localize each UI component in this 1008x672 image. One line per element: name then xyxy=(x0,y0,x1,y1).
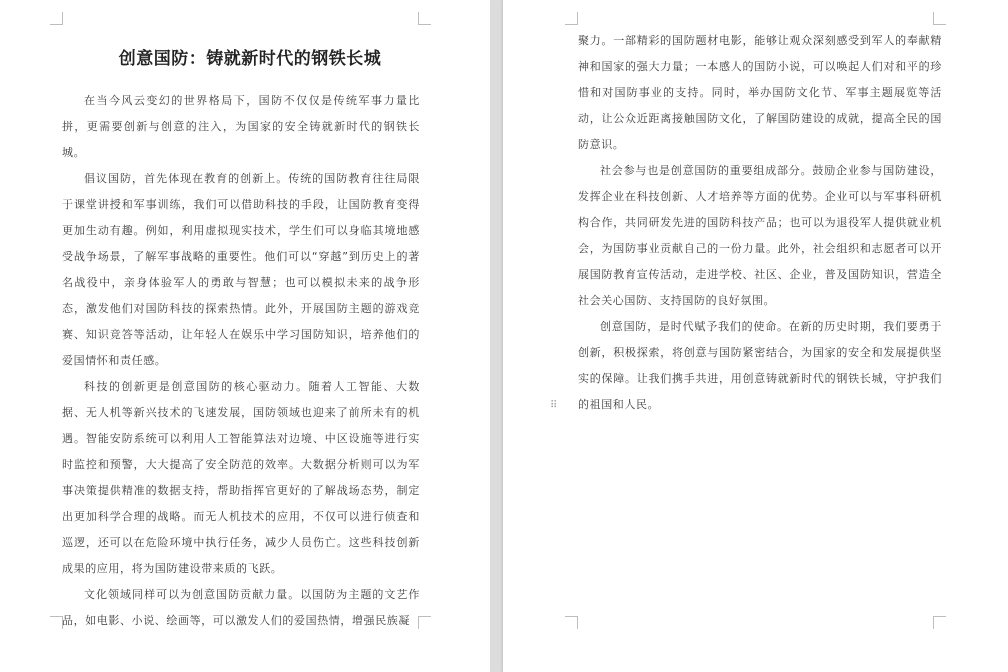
drag-handle-icon[interactable]: ⠿ xyxy=(550,400,557,411)
right-page-body[interactable] xyxy=(578,28,942,418)
margin-corner-top-right xyxy=(933,12,946,25)
page-left[interactable] xyxy=(0,0,490,672)
paragraph: 创意国防，是时代赋予我们的使命。在新的历史时期，我们要勇于创新，积极探索，将创意与国防紧密结合，为国家的安全和发展提供坚实的保障。让我们携手共进，用创意铸就新时代的钢铁长城，守护我们的祖国和人民。 xyxy=(578,320,942,411)
page-gutter xyxy=(490,0,503,672)
document-title: 创意国防：铸就新时代的钢铁长城 xyxy=(118,49,382,69)
paragraph: 在当今风云变幻的世界格局下，国防不仅仅是传统军事力量比拼，更需要创新与创意的注入，为国家的安全铸就新时代的钢铁长城。 xyxy=(62,94,420,159)
paragraph: 科技的创新更是创意国防的核心驱动力。随着人工智能、大数据、无人机等新兴技术的飞速发展，国防领域也迎来了前所未有的机遇。智能安防系统可以利用人工智能算法对边境、中区设施等进行实时监控和预警，大大提高了安全防范的效率。大数据分析则可以为军事决策提供精准的数据支持，帮助指挥官更好的了解战场态势，制定出更加科学合理的战略。而无人机技术的应用，不仅可以进行侦查和巡逻，还可以在危险环境中执行任务，减少人员伤亡。这些科技创新成果的应用，将为国防建设带来质的飞跃。 xyxy=(62,380,420,575)
left-page-body[interactable] xyxy=(62,88,420,634)
margin-corner-top-right xyxy=(418,12,431,25)
paragraph: 聚力。一部精彩的国防题材电影，能够让观众深刻感受到军人的奉献精神和国家的强大力量；一本感人的国防小说，可以唤起人们对和平的珍惜和对国防事业的支持。同时，举办国防文化节、军事主题展览等活动，让公众近距离接触国防文化，了解国防建设的成就，提高全民的国防意识。 xyxy=(578,34,942,151)
paragraph: 文化领域同样可以为创意国防贡献力量。以国防为主题的文艺作品，如电影、小说、绘画等，可以激发人们的爱国热情，增强民族凝 xyxy=(62,588,420,627)
margin-corner-top-left xyxy=(565,12,578,25)
paragraph: 社会参与也是创意国防的重要组成部分。鼓励企业参与国防建设，发挥企业在科技创新、人才培养等方面的优势。企业可以与军事科研机构合作，共同研发先进的国防科技产品；也可以为退役军人提供就业机会，为国防事业贡献自己的一份力量。此外，社会组织和志愿者可以开展国防教育宣传活动，走进学校、社区、企业，普及国防知识，营造全社会关心国防、支持国防的良好氛围。 xyxy=(578,164,942,307)
margin-corner-top-left xyxy=(50,12,63,25)
paragraph: 倡议国防，首先体现在教育的创新上。传统的国防教育往往局限于课堂讲授和军事训练，我们可以借助科技的手段，让国防教育变得更加生动有趣。例如，利用虚拟现实技术，学生们可以身临其境地感受战争场景，了解军事战略的重要性。他们可以“穿越”到历史上的著名战役中，亲身体验军人的勇敢与智慧；也可以模拟未来的战争形态，激发他们对国防科技的探索热情。此外，开展国防主题的游戏竞赛、知识竞答等活动，让年轻人在娱乐中学习国防知识，培养他们的爱国情怀和责任感。 xyxy=(62,172,420,367)
margin-corner-bottom-left xyxy=(565,616,578,629)
margin-corner-bottom-right xyxy=(933,616,946,629)
